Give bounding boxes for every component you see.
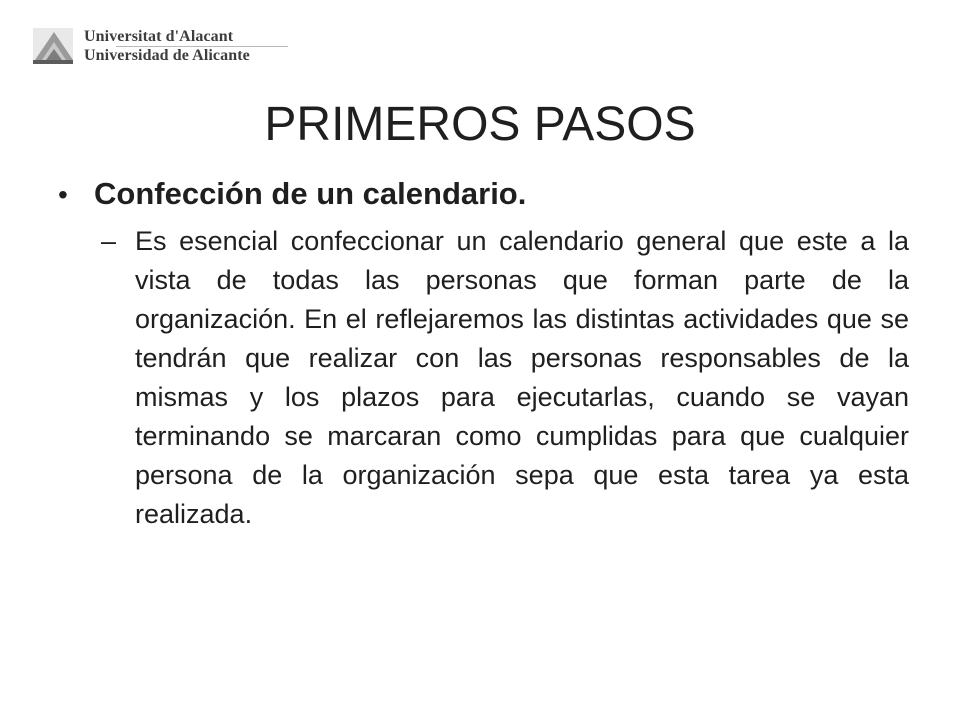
university-emblem-icon [32, 24, 76, 68]
sub-bullet-text: Es esencial confeccionar un calendario general que este a la vista de todas las personas que forman parte de la organización. En el reflejaremos las distintas actividades que se tendrán que realizar con las personas responsables de la mismas y los plazos para ejecutarlas, cuando se vayan terminando se marcaran como cumplidas para que cualquier persona de la organización sepa que esta tarea ya esta realizada. [135, 226, 909, 529]
sub-bullet-marker: – [101, 226, 117, 256]
university-logo [32, 24, 250, 68]
bullet-item [58, 172, 526, 217]
bullet-marker: • [58, 179, 68, 210]
logo-line-spanish: Universidad de Alicante [84, 47, 250, 64]
logo-line-valencian: Universitat d'Alacant [84, 28, 234, 45]
slide-title: PRIMEROS PASOS [264, 98, 696, 152]
bullet-heading: Confección de un calendario. [94, 176, 527, 211]
logo-divider [116, 46, 288, 47]
sub-bullet-item [101, 222, 909, 534]
